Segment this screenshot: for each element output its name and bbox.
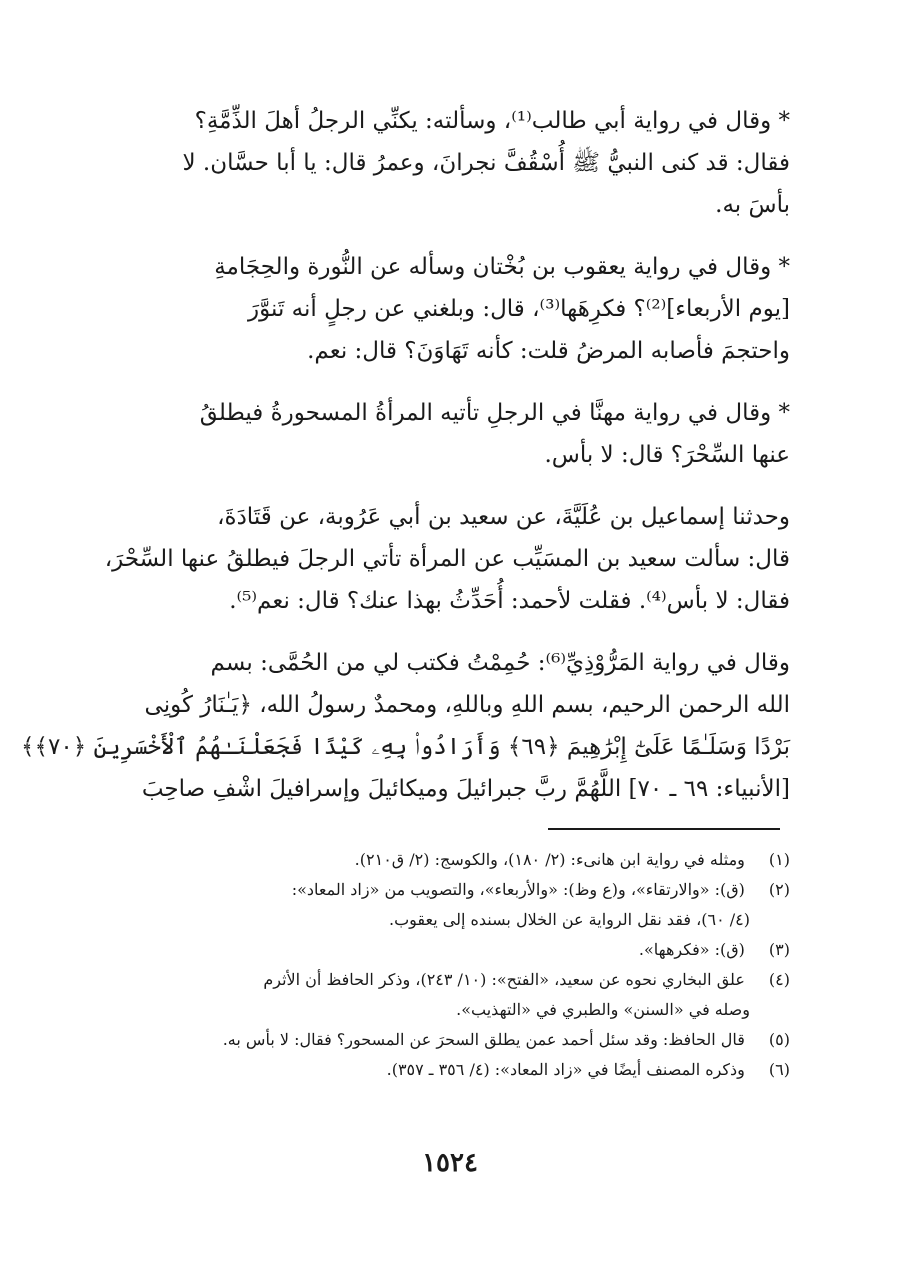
text-line: * وقال في رواية مهنَّا في الرجلِ تأتيه المرأةُ المسحورةُ فيطلقُ <box>199 400 790 426</box>
footnote-text: ومثله في رواية ابن هانىء: (٢/ ١٨٠)، والكوسج: (٢/ ق٢١٠). <box>354 850 745 869</box>
footnote-1 <box>110 845 790 875</box>
footnote-number: (٥) <box>768 1030 790 1049</box>
text-line: وحدثنا إسماعيل بن عُلَيَّةَ، عن سعيد بن أبي عَرُوبة، عن قَتَادَةَ، <box>217 504 790 530</box>
main-text <box>21 100 790 830</box>
quran-verse-line: بَرْدًا وَسَلَـٰمًا عَلَىٰٓ إِبْرَٰهِيمَ ﴿٦٩﴾ وَأَرَادُوا۟ بِهِۦ كَيْدًا فَجَعَلْنَـٰهُمُ ٱلْأَخْسَرِينَ ﴿٧٠﴾﴾ <box>21 734 790 760</box>
footnote-text: قال الحافظ: وقد سئل أحمد عمن يطلق السحرَ عن المسحور؟ فقال: لا بأس به. <box>222 1030 745 1049</box>
text-line: [يوم الأربعاء]⁽²⁾؟ فكرِهَها⁽³⁾، قال: وبلغني عن رجلٍ أنه تَنوَّرَ <box>248 296 790 322</box>
footnote-4 <box>110 965 790 995</box>
footnote-number: (٢) <box>768 880 790 899</box>
footnote-number: (٤) <box>768 970 790 989</box>
footnote-text: (ق): «فكرهها». <box>638 940 745 959</box>
paragraph-abu-talib <box>110 100 790 226</box>
footnote-5 <box>110 1025 790 1055</box>
text-line: بأسَ به. <box>715 192 790 218</box>
footnote-text: وذكره المصنف أيضًا في «زاد المعاد»: (٤/ ٣٥٦ ـ ٣٥٧). <box>386 1060 745 1079</box>
text-line: فقال: لا بأس⁽⁴⁾. فقلت لأحمد: أُحَدِّثُ بهذا عنك؟ قال: نعم⁽⁵⁾. <box>229 588 790 614</box>
text-line: فقال: قد كنى النبيُّ ﷺ أُسْقُفَّ نجرانَ، وعمرُ قال: يا أبا حسَّان. لا <box>182 150 790 176</box>
footnote-text: (ق): «والارتقاء»، و(ع وظ): «والأربعاء»، والتصويب من «زاد المعاد»: <box>291 880 745 899</box>
footnote-divider <box>548 828 780 830</box>
footnote-number: (٣) <box>768 940 790 959</box>
footnote-text: علق البخاري نحوه عن سعيد، «الفتح»: (١٠/ ٢٤٣)، وذكر الحافظ أن الأثرم <box>263 970 745 989</box>
page-number: ١٥٢٤ <box>422 1148 478 1178</box>
text-line: [الأنبياء: ٦٩ ـ ٧٠] اللَّهُمَّ ربَّ جبرائيلَ وميكائيلَ وإسرافيلَ اشْفِ صاحِبَ <box>141 776 790 802</box>
footnote-2 <box>110 875 790 905</box>
text-line: عنها السِّحْرَ؟ قال: لا بأس. <box>544 442 790 468</box>
footnote-number: (١) <box>768 850 790 869</box>
footnotes <box>110 845 790 1085</box>
paragraph-marrudhi <box>21 642 790 810</box>
text-line: * وقال في رواية يعقوب بن بُخْتان وسأله عن النُّورة والحِجَامةِ <box>214 254 790 280</box>
text-line: الله الرحمن الرحيم، بسم اللهِ وباللهِ، ومحمدٌ رسولُ الله، ﴿يَـٰنَارُ كُونِى <box>144 692 790 718</box>
text-line: * وقال في رواية أبي طالب⁽¹⁾، وسألته: يكنِّي الرجلُ أهلَ الذِّمَّةِ؟ <box>194 108 790 134</box>
footnote-number: (٦) <box>768 1060 790 1079</box>
paragraph-muhanna <box>110 392 790 476</box>
text-line: واحتجمَ فأصابه المرضُ قلت: كأنه تَهَاوَنَ؟ قال: نعم. <box>307 338 790 364</box>
text-line: قال: سألت سعيد بن المسَيِّب عن المرأة تأتي الرجلَ فيطلقُ عنها السِّحْرَ، <box>104 546 790 572</box>
text-line: وقال في رواية المَرُّوْذِيِّ⁽⁶⁾: حُمِمْتُ فكتب لي من الحُمَّى: بسم <box>210 650 790 676</box>
paragraph-ismail <box>104 496 790 622</box>
footnote-3 <box>110 935 790 965</box>
footnote-4-continued: وصله في «السنن» والطبري في «التهذيب». <box>456 1000 750 1019</box>
footnote-2-continued: (٤/ ٦٠)، فقد نقل الرواية عن الخلال بسنده إلى يعقوب. <box>389 910 750 929</box>
footnote-6 <box>110 1055 790 1085</box>
paragraph-yaqub <box>110 246 790 372</box>
